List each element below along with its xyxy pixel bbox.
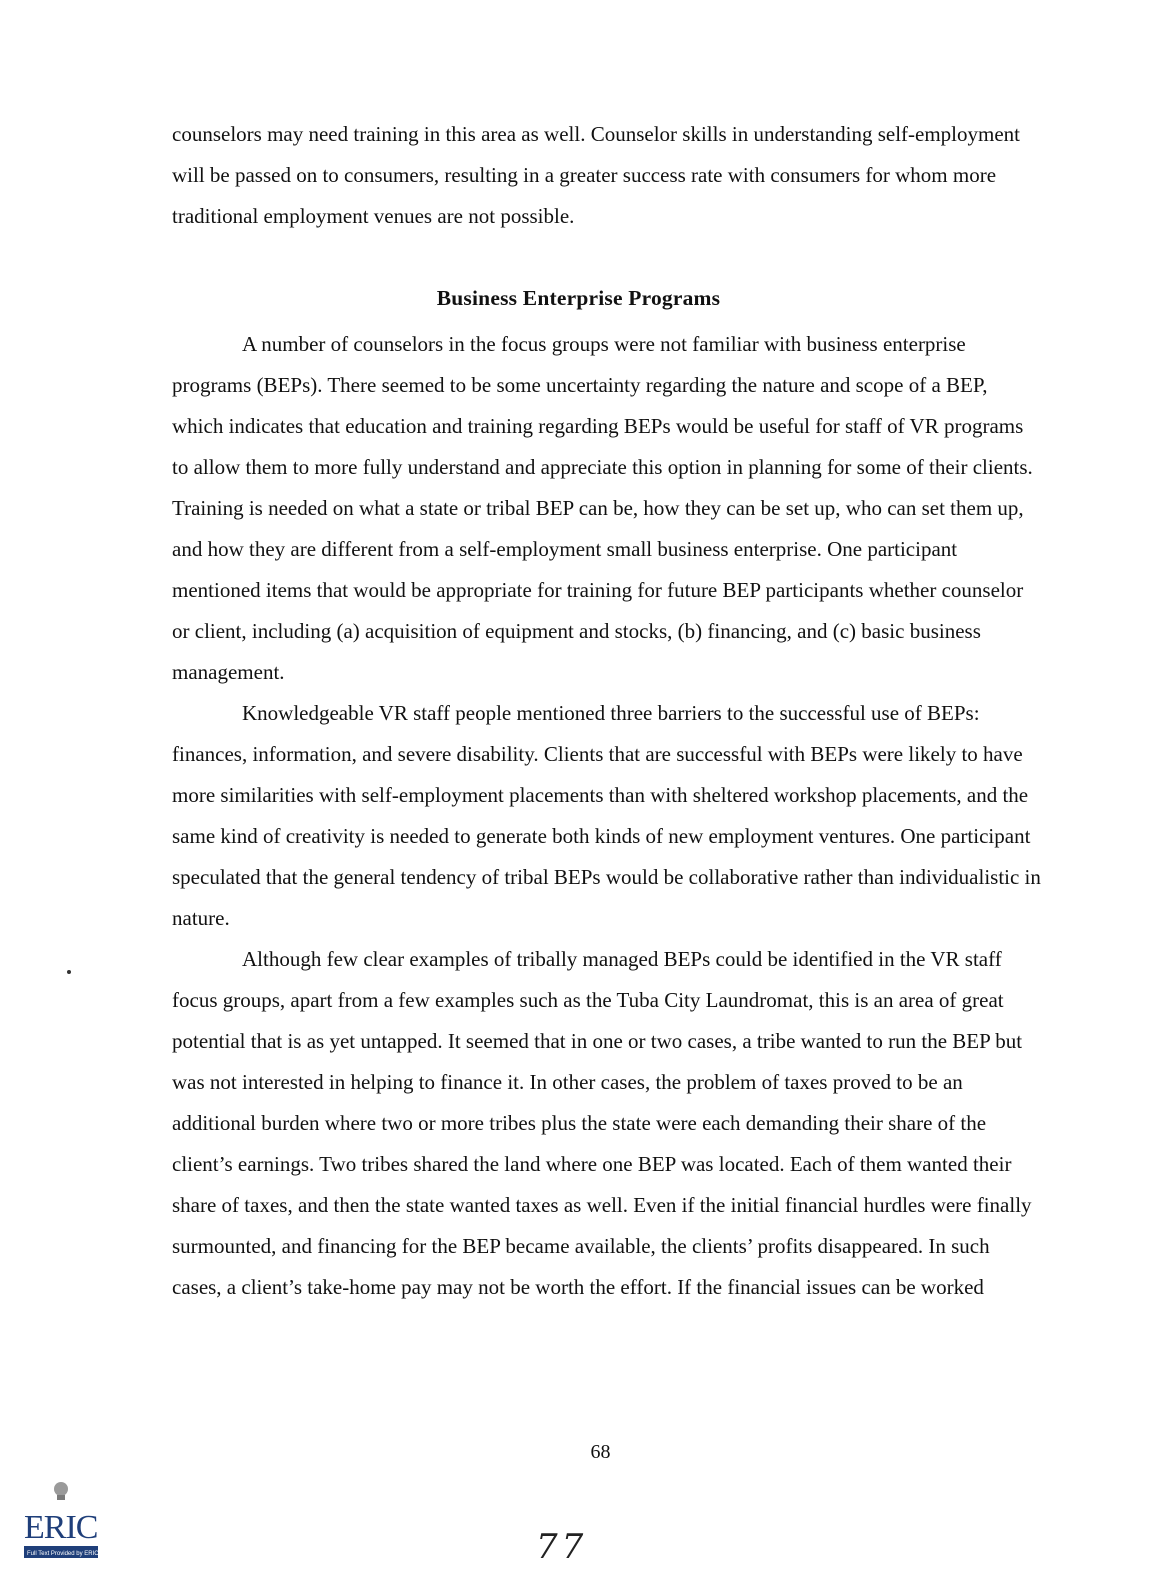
scan-artifact-dot: [67, 970, 71, 974]
paragraph-bep-barriers: Knowledgeable VR staff people mentioned three barriers to the successful use of BEPs: finances, information, and severe disability. Clients that are successful with BEPs were likely to have more similarities with self-employment placements than with sheltered workshop placements, and the same kind of creativity is needed to generate both kinds of new employment ventures. One participant speculated that the general tendency of tribal BEPs would be collaborative rather than individualistic in nature.: [172, 701, 1041, 930]
eric-logo-tagline: Full Text Provided by ERIC: [27, 1551, 99, 1557]
eric-logo-text: ERIC: [24, 1509, 98, 1546]
handwritten-page-number: 77: [536, 1527, 588, 1567]
paragraph-bep-overview: A number of counselors in the focus groups were not familiar with business enterprise programs (BEPs). There seemed to be some uncertainty regarding the nature and scope of a BEP, which indicates that education and training regarding BEPs would be useful for staff of VR programs to allow them to more fully understand and appreciate this option in planning for some of their clients. Training is needed on what a state or tribal BEP can be, how they can be set up, who can set them up, and how they are different from a self-employment small business enterprise. One participant mentioned items that would be appropriate for training for future BEP participants whether counselor or client, including (a) acquisition of equipment and stocks, (b) financing, and (c) basic business management.: [172, 332, 1033, 684]
paragraph-bep-tribal-examples: Although few clear examples of tribally managed BEPs could be identified in the VR staff focus groups, apart from a few examples such as the Tuba City Laundromat, this is an area of great potential that is as yet untapped. It seemed that in one or two cases, a tribe wanted to run the BEP but was not interested in helping to finance it. In other cases, the problem of taxes proved to be an additional burden where two or more tribes plus the state were each demanding their share of the client’s earnings. Two tribes shared the land where one BEP was located. Each of them wanted their share of taxes, and then the state wanted taxes as well. Even if the initial financial hurdles were finally surmounted, and financing for the BEP became available, the clients’ profits disappeared. In such cases, a client’s take-home pay may not be worth the effort. If the financial issues can be worked: [172, 947, 1032, 1299]
section-heading: Business Enterprise Programs: [436, 286, 721, 310]
intro-paragraph: counselors may need training in this area as well. Counselor skills in understanding self-employment will be passed on to consumers, resulting in a greater success rate with consumers for whom more traditional employment venues are not possible.: [172, 122, 1020, 228]
page-number: 68: [590, 1441, 611, 1463]
section-body: [172, 324, 1042, 1308]
eric-logo-icon: [22, 1478, 104, 1566]
